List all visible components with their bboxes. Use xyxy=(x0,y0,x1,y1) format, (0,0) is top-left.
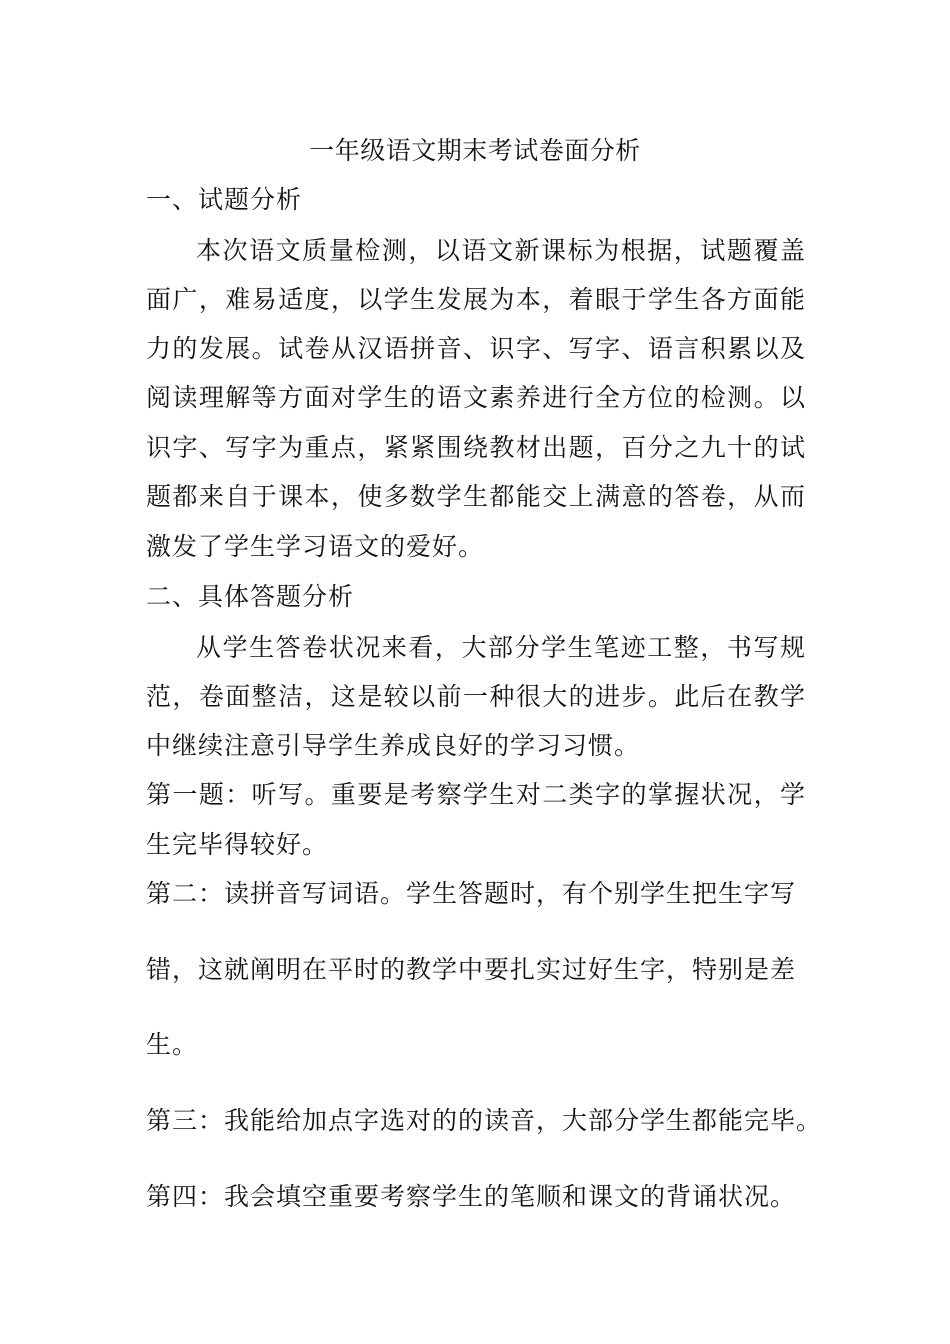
paragraph-line: 错，这就阐明在平时的教学中要扎实过好生字，特别是差 xyxy=(146,955,797,984)
paragraph-line: 生。 xyxy=(146,1030,199,1059)
section-heading-1: 一、试题分析 xyxy=(146,185,303,214)
paragraph-line: 面广，难易适度，以学生发展为本，着眼于学生各方面能 xyxy=(146,285,806,314)
paragraph-line: 生完毕得较好。 xyxy=(146,830,329,859)
paragraph-line: 第四：我会填空重要考察学生的笔顺和课文的背诵状况。 xyxy=(146,1182,797,1211)
paragraph-line: 中继续注意引导学生养成良好的学习习惯。 xyxy=(146,731,641,760)
paragraph-line: 激发了学生学习语文的爱好。 xyxy=(146,532,485,561)
paragraph-line: 识字、写字为重点，紧紧围绕教材出题，百分之九十的试 xyxy=(146,433,806,462)
paragraph-line: 本次语文质量检测，以语文新课标为根据，试题覆盖 xyxy=(196,236,806,265)
paragraph-line: 题都来自于课本，使多数学生都能交上满意的答卷，从而 xyxy=(146,482,806,511)
document-title: 一年级语文期末考试卷面分析 xyxy=(309,136,641,165)
paragraph-line: 力的发展。试卷从汉语拼音、识字、写字、语言积累以及 xyxy=(146,334,806,363)
section-heading-2: 二、具体答题分析 xyxy=(146,582,355,611)
paragraph-line: 阅读理解等方面对学生的语文素养进行全方位的检测。以 xyxy=(146,383,806,412)
paragraph-line: 第三：我能给加点字选对的的读音，大部分学生都能完毕。 xyxy=(146,1106,823,1135)
paragraph-line: 范，卷面整洁，这是较以前一种很大的进步。此后在教学 xyxy=(146,682,806,711)
paragraph-line: 从学生答卷状况来看，大部分学生笔迹工整，书写规 xyxy=(196,633,806,662)
paragraph-line: 第一题：听写。重要是考察学生对二类字的掌握状况，学 xyxy=(146,780,806,809)
paragraph-line: 第二：读拼音写词语。学生答题时，有个别学生把生字写 xyxy=(146,879,797,908)
